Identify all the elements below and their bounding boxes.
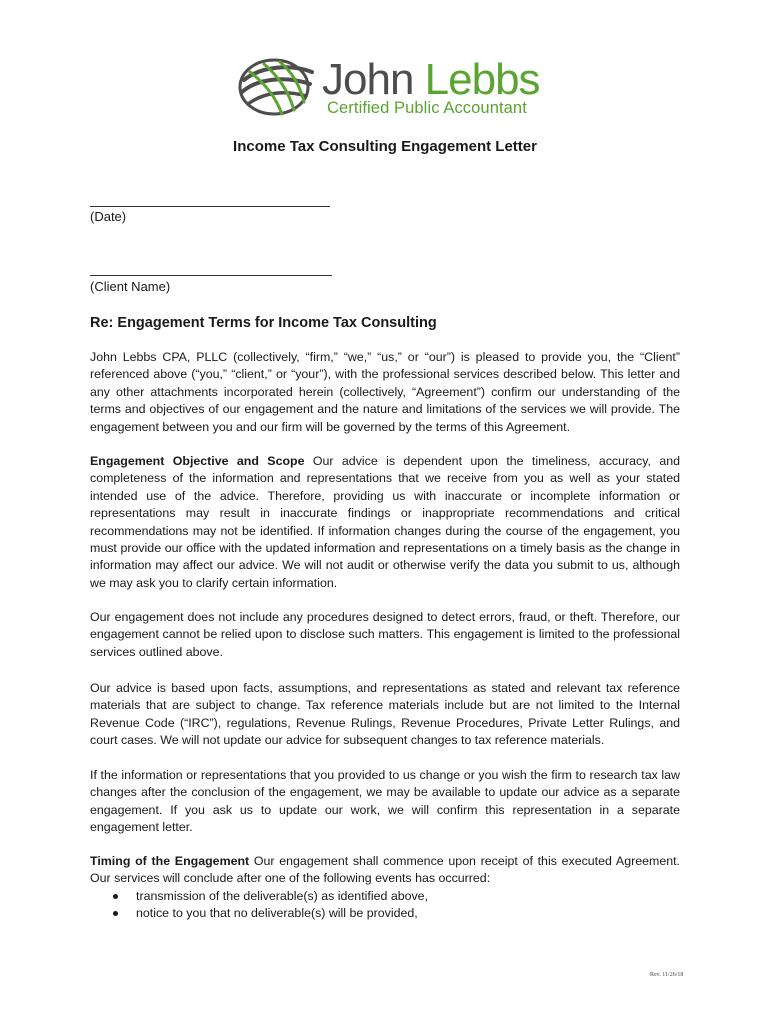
procedures-paragraph: Our engagement does not include any procedures designed to detect errors, fraud, or theft. Therefore, our engagement cannot be relied upon to disclose such matters. This engagement is limited to the professional services outlined above. (90, 610, 680, 659)
changes-paragraph: If the information or representations that you provided to us change or you wish the firm to research tax law changes after the conclusion of the engagement, we may be available to update our advice as a separate engagement. If you ask us to update our work, we will confirm this representation in a separate engagement letter. (90, 768, 680, 835)
company-logo (236, 55, 546, 118)
intro-paragraph: John Lebbs CPA, PLLC (collectively, “firm,” “we,” “us,” or “our”) is pleased to provide you, the “Client” referenced above (“you,” “client,” or “your”), with the professional services described below. This letter and any other attachments incorporated herein (collectively, “Agreement”) confirm our understanding of the terms and objectives of our engagement and the nature and limitations of the services we will provide. The engagement between you and our firm will be governed by the terms of this Agreement. (90, 350, 680, 434)
re-heading: Re: Engagement Terms for Income Tax Consulting (90, 315, 437, 331)
objective-body: Our advice is dependent upon the timeliness, accuracy, and completeness of the information and representations that we receive from you as well as your stated intended use of the advice. Therefore, providing us with inaccurate or incomplete information or representations may result in inaccurate findings or inappropriate recommendations and critical recommendations may not be identified. If information changes during the course of the engagement, you must provide our office with the updated information and representations on a timely basis as the change in information may affect our advice. We will not audit or otherwise verify the data you submit to us, although we may ask you to clarify certain information. (90, 454, 680, 590)
timing-heading: Timing of the Engagement (90, 854, 250, 868)
document-title: Income Tax Consulting Engagement Letter (233, 138, 537, 155)
objective-heading: Engagement Objective and Scope (90, 454, 305, 468)
date-label: (Date) (90, 209, 127, 224)
conclusion-events-list (90, 888, 680, 923)
globe-icon (236, 58, 320, 118)
client-name-blank-line (90, 275, 332, 276)
timing-paragraph (90, 853, 680, 888)
list-item: transmission of the deliverable(s) as identified above, (90, 888, 680, 905)
client-name-label: (Client Name) (90, 279, 171, 294)
logo-subtitle: Certified Public Accountant (327, 99, 527, 117)
list-item: notice to you that no deliverable(s) will be provided, (90, 905, 680, 922)
revision-note: Rev. 11/26/18 (650, 972, 684, 978)
logo-first-name: John (322, 55, 414, 104)
logo-last-name: Lebbs (424, 55, 540, 104)
advice-paragraph: Our advice is based upon facts, assumptions, and representations as stated and relevant tax reference materials that are subject to change. Tax reference materials include but are not limited to the Internal Revenue Code (“IRC”), regulations, Revenue Rulings, Revenue Procedures, Private Letter Rulings, and court cases. We will not update our advice for subsequent changes to tax reference materials. (90, 681, 680, 748)
logo-name (322, 55, 540, 104)
date-blank-line (90, 206, 330, 207)
objective-paragraph (90, 453, 680, 592)
timing-body: Our engagement shall commence upon receipt of this executed Agreement. Our services will conclude after one of the following events has occurred: (90, 854, 680, 886)
